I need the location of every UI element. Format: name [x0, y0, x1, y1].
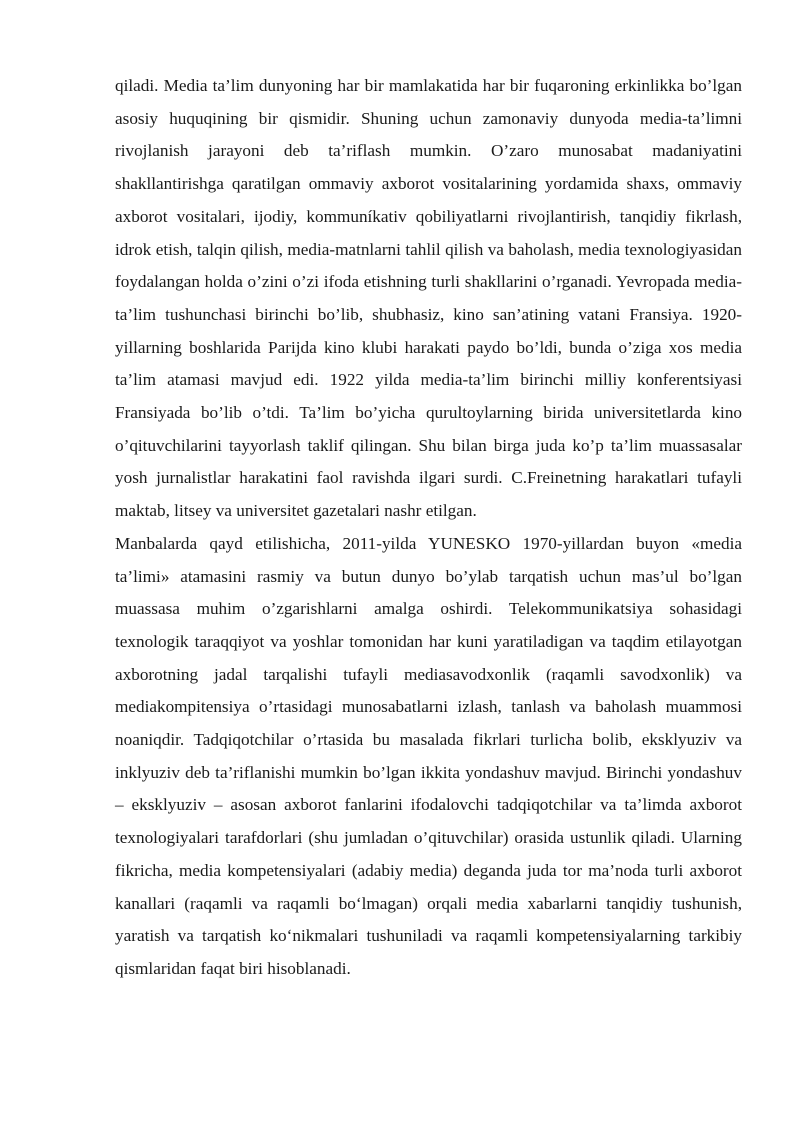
- paragraph-1: qiladi. Media ta’lim dunyoning har bir mamlakatida har bir fuqaroning erkinlikka bo’lgan asosiy huquqining bir qismidir. Shuning uchun zamonaviy dunyoda media-ta’limni rivojlanish jarayoni deb ta’riflash mumkin. O’zaro munosabat madaniyatini shakllantirishga qaratilgan ommaviy axborot vositalarining yordamida shaxs, ommaviy axborot vositalari, ijodiy, kommuníkativ qobiliyatlarni rivojlantirish, tanqidiy fikrlash, idrok etish, talqin qilish, media-matnlarni tahlil qilish va baholash, media texnologiyasidan foydalangan holda o’zini o’zi ifoda etishning turli shakllarini o’rganadi. Yevropada media-ta’lim tushunchasi birinchi bo’lib, shubhasiz, kino san’atining vatani Fransiya. 1920-yillarning boshlarida Parijda kino klubi harakati paydo bo’ldi, bunda o’ziga xos media ta’lim atamasi mavjud edi. 1922 yilda media-ta’lim birinchi milliy konferentsiyasi Fransiyada bo’lib o’tdi. Ta’lim bo’yicha qurultoylarning birida universitetlarda kino o’qituvchilarini tayyorlash taklif qilingan. Shu bilan birga juda ko’p ta’lim muassasalar yosh jurnalistlar harakatini faol ravishda ilgari surdi. C.Freinetning harakatlari tufayli maktab, litsey va universitet gazetalari nashr etilgan.: [115, 76, 742, 521]
- paragraph-2: Manbalarda qayd etilishicha, 2011-yilda YUNESKO 1970-yillardan buyon «media ta’limi» atamasini rasmiy va butun dunyo bo’ylab tarqatish uchun mas’ul bo’lgan muassasa muhim o’zgarishlarni amalga oshirdi. Telekommunikatsiya sohasidagi texnologik taraqqiyot va yoshlar tomonidan har kuni yaratiladigan va taqdim etilayotgan axborotning jadal tarqalishi tufayli mediasavodxonlik (raqamli savodxonlik) va mediakompitensiya o’rtasidagi munosabatlarni izlash, tanlash va baholash muammosi noaniqdir. Tadqiqotchilar o’rtasida bu masalada fikrlari turlicha bolib, eksklyuziv va inklyuziv deb ta’riflanishi mumkin bo’lgan ikkita yondashuv mavjud. Birinchi yondashuv – eksklyuziv – asosan axborot fanlarini ifodalovchi tadqiqotchilar va ta’limda axborot texnologiyalari tarafdorlari (shu jumladan o’qituvchilar) orasida ustunlik qiladi. Ularning fikricha, media kompetensiyalari (adabiy media) deganda juda tor ma’noda turli axborot kanallari (raqamli va raqamli bo‘lmagan) orqali media xabarlarni tanqidiy tushunish, yaratish va tarqatish ko‘nikmalari tushuniladi va raqamli kompetensiyalarning tarkibiy qismlaridan faqat biri hisoblanadi.: [115, 533, 742, 978]
- document-page: [115, 70, 742, 986]
